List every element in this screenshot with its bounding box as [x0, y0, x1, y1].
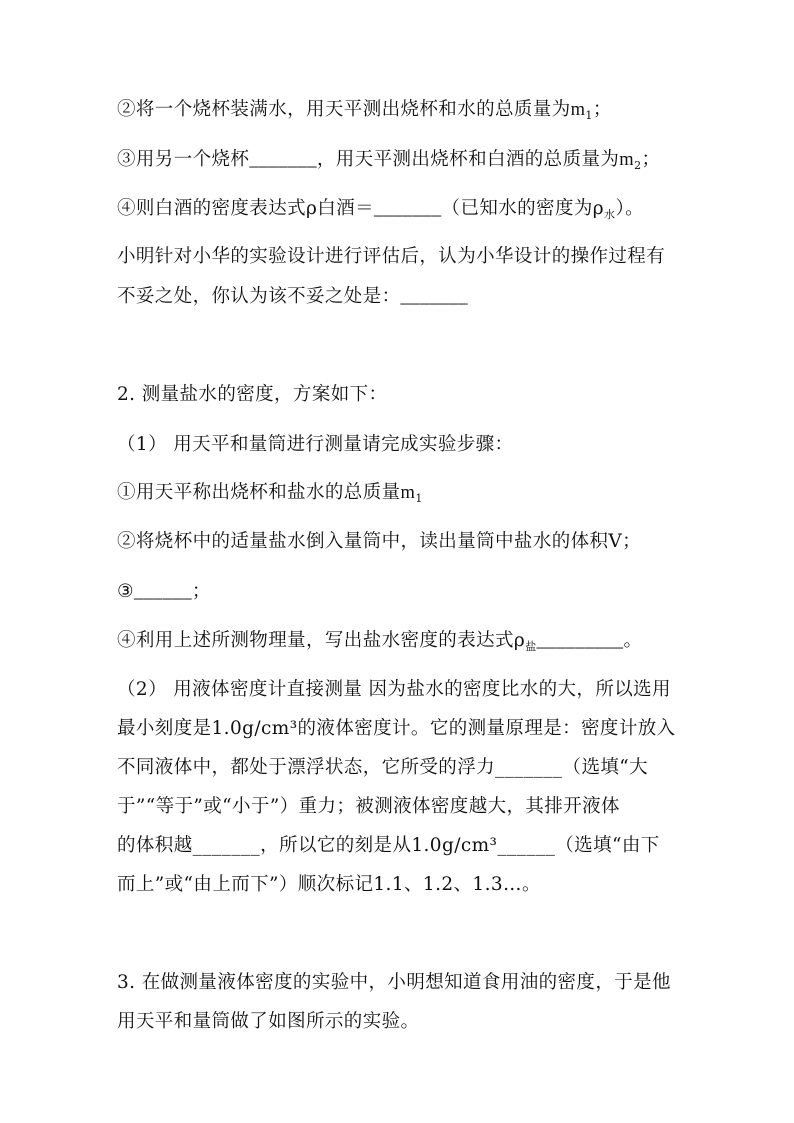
q1-eval-line1: 小明针对小华的实验设计进行评估后，认为小华设计的操作过程有 — [117, 246, 666, 267]
q2-title: 2. 测量盐水的密度，方案如下： — [117, 384, 388, 405]
q2-part2-line1: （2） 用液体密度计直接测量 因为盐水的密度比水的大，所以选用 — [117, 679, 671, 700]
q1-step3-blank: _______ — [249, 150, 317, 170]
q1-step3-text: ③用另一个烧杯 — [117, 149, 250, 170]
q2-step4-sub: 盐 — [525, 640, 537, 653]
q2-part2-line6: 而上”或“由上而下”）顺次标记1.1、1.2、1.3…。 — [117, 874, 541, 895]
q2-step4-text: ④利用上述所测物理量，写出盐水密度的表达式 — [117, 630, 514, 651]
q2-step3-suffix: ； — [191, 581, 211, 602]
q3-line1: 3. 在做测量液体密度的实验中，小明想知道食用油的密度，于是他 — [117, 972, 671, 993]
q2-part2-line2: 最小刻度是1.0g/cm³的液体密度计。它的测量原理是：密度计放入 — [117, 718, 676, 739]
q3-line2: 用天平和量筒做了如图所示的实验。 — [117, 1011, 420, 1032]
q1-step3 — [117, 148, 660, 172]
q1-step2-text: ②将一个烧杯装满水，用天平测出烧杯和水的总质量为 — [117, 99, 571, 120]
q2-step4 — [117, 629, 642, 653]
q1-step2-var: m — [570, 100, 586, 120]
q2-step1 — [117, 481, 423, 505]
q1-step3-sub: 2 — [634, 159, 642, 172]
q2-step2: ②将烧杯中的适量盐水倒入量筒中，读出量筒中盐水的体积V； — [117, 531, 642, 552]
q1-eval-line2 — [117, 285, 468, 309]
q2-step4-rho: ρ — [513, 630, 526, 651]
q1-step4-text: ④则白酒的密度表达式ρ白酒＝ — [117, 198, 374, 219]
q1-step4-blank: _______ — [373, 199, 442, 219]
q2-part2-line4: 于”“等于”或“小于”）重力；被测液体密度越大，其排开液体 — [117, 796, 620, 817]
q1-step2-suffix: ； — [592, 99, 612, 120]
q1-step4-rho: ρ — [592, 198, 605, 219]
q2-part1-title: （1） 用天平和量筒进行测量请完成实验步骤： — [117, 434, 514, 455]
q2-step1-sub: 1 — [415, 492, 423, 505]
q2-part2-line3: 不同液体中，都处于漂浮状态，它所受的浮力_______（选填“大 — [117, 757, 649, 778]
q2-step4-blank: _________ — [536, 631, 624, 651]
q1-step3-mid: ，用天平测出烧杯和白酒的总质量为 — [316, 149, 620, 170]
q1-step4-suffix: ）。 — [615, 198, 644, 219]
q1-step4-mid: （已知水的密度为 — [441, 198, 593, 219]
q1-step2 — [117, 98, 612, 122]
q1-step2-sub: 1 — [585, 109, 593, 122]
q1-eval-text: 不妥之处，你认为该不妥之处是： — [117, 286, 401, 307]
q1-eval-blank: _______ — [400, 287, 469, 307]
q1-step3-var: m — [619, 150, 635, 170]
q2-step3-blank: ______ — [134, 582, 192, 602]
q2-step1-text: ①用天平称出烧杯和盐水的总质量 — [117, 482, 401, 503]
q2-step4-suffix: 。 — [623, 630, 643, 651]
q1-step3-suffix: ； — [641, 149, 661, 170]
q2-step3 — [117, 580, 211, 604]
q2-part2-line5: 的体积越_______，所以它的刻是从1.0g/cm³______（选填“由下 — [117, 835, 660, 856]
q2-step3-text: ③ — [117, 581, 134, 602]
q1-step4 — [117, 197, 644, 221]
q2-step1-var: m — [400, 483, 416, 503]
q1-step4-sub: 水 — [604, 208, 616, 221]
